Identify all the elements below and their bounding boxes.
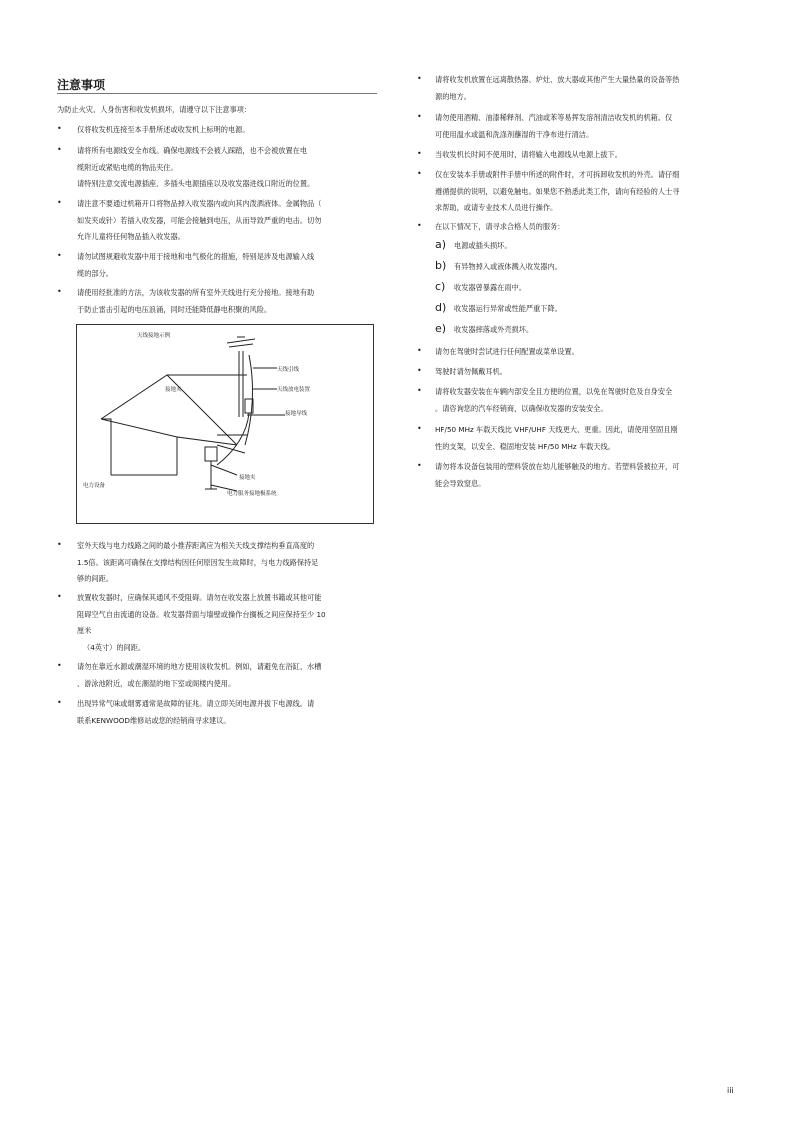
bullet-line: 1.5倍。该距离可确保在支撑结构因任何原因发生故障时，与电力线路保持足	[77, 557, 319, 567]
list-item	[57, 143, 377, 193]
bullet-line: 可使用温水或温和洗涤剂蘸湿的干净布进行清洁。	[435, 129, 594, 139]
bullet-line: 放置收发器时，应确保其通风不受阻碍。请勿在收发器上放置书籍或其他可能	[77, 593, 322, 602]
section-title: 注意事项	[57, 78, 106, 92]
list-item	[417, 459, 735, 492]
bullet-line: 当收发机长时间不使用时，请将输入电源线从电源上拔下。	[435, 150, 622, 159]
bullet-line: 阻碍空气自由流通的设备。收发器背面与墙壁或操作台搁板之间应保持至少 10	[77, 609, 326, 619]
bullet-line: 仅将收发机连接至本手册所述或收发机上标明的电源。	[77, 125, 250, 134]
bullet-line: 请勿在靠近水源或潮湿环境的地方使用该收发机。例如，请避免在浴缸、水槽	[77, 662, 322, 671]
bullet-icon: •	[417, 366, 422, 375]
bullet-line: 请勿在驾驶时尝试进行任何配置或菜单设置。	[435, 347, 579, 356]
bullet-line: 请将收发器安装在车辆内部安全且方便的位置，以免在驾驶时危及自身安全	[435, 387, 673, 396]
list-item	[57, 590, 377, 656]
list-item	[57, 659, 377, 692]
bullet-icon: •	[57, 698, 62, 707]
bullet-line: 缆附近或紧贴电缆的物品夹住。	[77, 162, 178, 172]
bullet-line: 于防止雷击引起的电压浪涌，同时还能降低静电积聚的风险。	[77, 304, 272, 314]
bullet-line: 请勿试图规避收发器中用于接地和电气极化的措施，特别是涉及电源输入线	[77, 252, 315, 261]
bullet-icon: •	[57, 198, 62, 207]
bullet-line: 能会导致窒息。	[435, 478, 486, 488]
bullet-icon: •	[57, 124, 62, 133]
intro-text: 为防止火灾、人身伤害和收发机损坏，请遵守以下注意事项：	[57, 105, 252, 114]
list-item	[57, 196, 377, 246]
antenna-grounding-figure	[76, 324, 374, 524]
bullet-line: （4英寸）的间距。	[83, 642, 146, 652]
list-item	[417, 219, 735, 236]
list-item	[417, 344, 735, 361]
bullet-icon: •	[417, 169, 422, 178]
list-item	[417, 364, 735, 381]
list-item	[57, 538, 377, 588]
bullet-line: 遵循提供的说明，以避免触电。如果您不熟悉此类工作，请向有经验的人士寻	[435, 186, 680, 196]
label-clamp-top: 接地夹	[165, 387, 182, 393]
label-lead-in: 天线引线	[277, 367, 300, 373]
label-power-equipment: 电力设备	[83, 483, 106, 489]
page-number: iii	[727, 1086, 734, 1095]
bullet-line: 请将所有电源线安全布线。确保电源线不会被人踩踏，也不会被放置在电	[77, 146, 308, 155]
bullet-icon: •	[57, 145, 62, 154]
bullet-line: 在以下情况下，请寻求合格人员的服务：	[435, 222, 565, 231]
bullet-line: 请使用经批准的方法，为该收发器的所有室外天线进行充分接地。接地有助	[77, 288, 315, 297]
label-clamp-bottom: 接地夹	[239, 475, 256, 481]
label-power-ground: 电力服务接地极系统	[227, 491, 277, 497]
bullet-line: 请将收发机放置在远离散热器、炉灶、放大器或其他产生大量热量的设备等热	[435, 75, 680, 84]
service-item-text: 收发器摔落或外壳损坏。	[454, 325, 534, 334]
bullet-line: 请勿使用酒精、油漆稀释剂、汽油或苯等易挥发溶剂清洁收发机的机箱。仅	[435, 113, 673, 122]
bullet-line: 求帮助，或请专业技术人员进行操作。	[435, 203, 558, 212]
service-item-letter: e)	[435, 322, 447, 335]
service-item-text: 电源或插头损坏。	[454, 241, 512, 250]
service-item-text: 收发器曾暴露在雨中。	[454, 283, 526, 292]
list-item	[57, 122, 377, 139]
bullet-icon: •	[417, 461, 422, 470]
bullet-line: 厘米	[77, 626, 92, 635]
bullet-line: 请特别注意交流电源插座、多插头电源插座以及收发器进线口附近的位置。	[77, 179, 315, 188]
bullet-icon: •	[57, 540, 62, 549]
bullet-line: 出现异常气味或烟雾通常是故障的征兆。请立即关闭电源并拔下电源线。请	[77, 699, 315, 708]
bullet-line: 允许儿童将任何物品插入收发器。	[77, 232, 185, 241]
bullet-icon: •	[57, 287, 62, 296]
list-item	[57, 696, 377, 729]
bullet-icon: •	[417, 221, 422, 230]
bullet-line: 请注意不要通过机箱开口将物品掉入收发器内或向其内泼洒液体。金属物品（	[77, 199, 322, 208]
service-item-text: 有异物掉入或液体溅入收发器内。	[454, 262, 562, 271]
bullet-line: HF/50 MHz 车载天线比 VHF/UHF 天线更大、更重。因此，请使用坚固且刚	[435, 425, 678, 434]
bullet-line: 仅在安装本手册或附件手册中所述的附件时，才可拆卸收发机的外壳。请仔细	[435, 170, 680, 179]
bullet-line: 联系KENWOOD维修站或您的经销商寻求建议。	[77, 715, 231, 725]
title-divider	[57, 93, 377, 94]
bullet-icon: •	[57, 661, 62, 670]
label-discharge-unit: 天线放电装置	[277, 387, 311, 393]
bullet-line: 、游泳池附近，或在潮湿的地下室或阁楼内使用。	[77, 678, 236, 688]
bullet-icon: •	[417, 112, 422, 121]
bullet-icon: •	[417, 386, 422, 395]
bullet-icon: •	[57, 592, 62, 601]
bullet-line: 驾驶时请勿佩戴耳机。	[435, 367, 507, 376]
bullet-icon: •	[417, 424, 422, 433]
list-item	[417, 72, 735, 105]
service-item	[435, 322, 533, 335]
bullet-line: 性的支架，以安全、稳固地安装 HF/50 MHz 车载天线。	[435, 441, 615, 451]
bullet-icon: •	[417, 149, 422, 158]
list-item	[417, 384, 735, 417]
service-item-letter: a)	[435, 238, 447, 251]
figure-title: 天线接地示例	[137, 333, 171, 339]
bullet-line: 源的地方。	[435, 91, 471, 101]
list-item	[417, 147, 735, 164]
bullet-line: 请勿将本设备包装用的塑料袋放在幼儿能够触及的地方。若塑料袋被拉开，可	[435, 462, 680, 471]
bullet-icon: •	[417, 346, 422, 355]
house-antenna-illustration	[77, 325, 373, 523]
bullet-line: 。请咨询您的汽车经销商，以确保收发器的安装安全。	[435, 403, 608, 413]
service-item	[435, 238, 512, 251]
bullet-line: 缆的部分。	[77, 268, 113, 278]
list-item	[417, 167, 735, 217]
service-item	[435, 280, 526, 293]
list-item	[417, 422, 735, 455]
bullet-icon: •	[417, 74, 422, 83]
service-item-letter: c)	[435, 280, 446, 293]
bullet-line: 室外天线与电力线路之间的最小推荐距离应为相关天线支撑结构垂直高度的	[77, 541, 315, 550]
list-item	[57, 249, 377, 282]
service-item	[435, 259, 562, 272]
service-item	[435, 301, 562, 314]
service-item-letter: d)	[435, 301, 447, 314]
service-item-text: 收发器运行异常或性能严重下降。	[454, 304, 562, 313]
bullet-icon: •	[57, 251, 62, 260]
service-item-letter: b)	[435, 259, 447, 272]
bullet-line: 够的间距。	[77, 574, 113, 583]
list-item	[57, 285, 377, 318]
label-ground-wire: 接地导线	[285, 411, 308, 417]
list-item	[417, 110, 735, 143]
bullet-line: 如发夹或针）若插入收发器，可能会接触到电压，从而导致严重的电击。切勿	[77, 215, 322, 225]
